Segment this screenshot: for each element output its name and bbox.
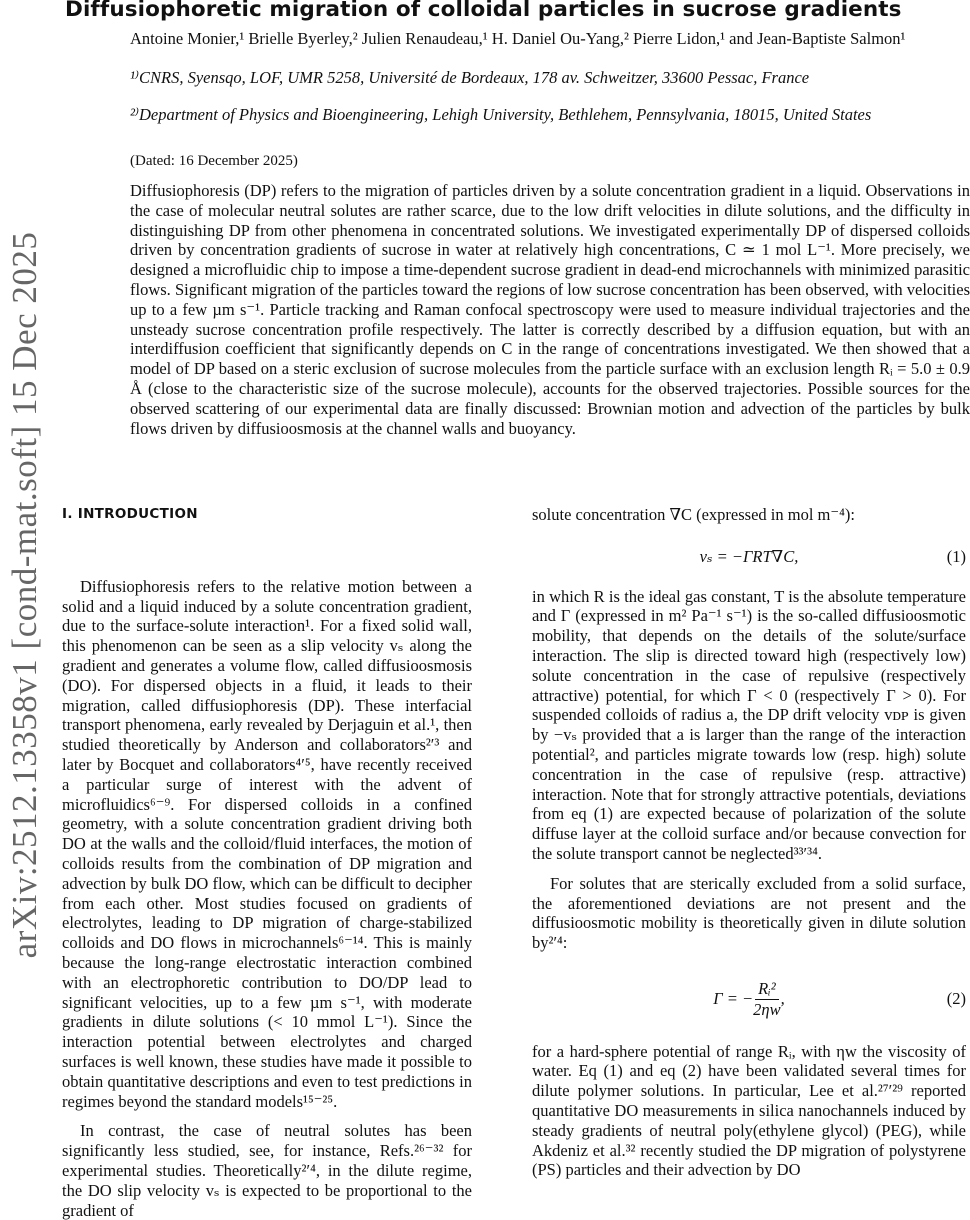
affiliation-2: ²⁾Department of Physics and Bioengineering, Lehigh University, Bethlehem, Pennsylvania, 18015, United States bbox=[130, 105, 872, 124]
equation-2-numerator: Rᵢ² bbox=[755, 979, 779, 1000]
intro-paragraph-2: In contrast, the case of neutral solutes has been significantly less studied, see, for instance, Refs.²⁶⁻³² for experimental studies. Theoretically²ʹ⁴, in the dilute regime, the DO slip velocity vₛ is expected to be proportional to the gradient of bbox=[62, 1121, 472, 1220]
right-column bbox=[532, 505, 966, 1180]
equation-2-number: (2) bbox=[946, 989, 966, 1009]
right-paragraph-4: for a hard-sphere potential of range Rᵢ, with ηw the viscosity of water. Eq (1) and eq (2) have been validated several times for dilute polymer solutions. In particular, Lee et al.²⁷ʹ²⁹ reported quantitative DO measurements in silica nanochannels induced by steady gradients of neutral poly(ethylene glycol) (PEG), while Akdeniz et al.³² recently studied the DP migration of polystyrene (PS) particles and their advection by DO bbox=[532, 1041, 966, 1180]
abstract: Diffusiophoresis (DP) refers to the migration of particles driven by a solute concentration gradient in a liquid. Observations in the case of molecular neutral solutes are rather scarce, due to the low drift velocities in dilute solutions, and the difficulty in distinguishing DP from other phenomena in concentrated solutions. We investigated experimentally DP of dispersed colloids driven by concentration gradients of sucrose in water at relatively high concentrations, C ≃ 1 mol L⁻¹. More precisely, we designed a microfluidic chip to impose a time-dependent sucrose gradient in dead-end microchannels with minimized parasitic flows. Significant migration of the particles toward the regions of low sucrose concentration has been observed, with velocities up to a few µm s⁻¹. Particle tracking and Raman confocal spectroscopy were used to measure individual trajectories and the unsteady sucrose concentration profile respectively. The latter is correctly described by a diffusion equation, but with an interdiffusion coefficient that significantly depends on C in the range of concentrations investigated. We then showed that a model of DP based on a steric exclusion of sucrose molecules from the particle surface with an exclusion length Rᵢ = 5.0 ± 0.9 Å (close to the characteristic size of the sucrose molecule), accounts for the observed trajectories. Possible sources for the observed scattering of our experimental data are finally discussed: Brownian motion and advection of the particles by bulk flows driven by diffusioosmosis at the channel walls and buoyancy. bbox=[130, 181, 970, 438]
equation-1 bbox=[532, 547, 966, 567]
right-paragraph-1: solute concentration ∇C (expressed in mol m⁻⁴): bbox=[532, 505, 855, 524]
equation-2 bbox=[532, 979, 966, 1020]
equation-2-fraction bbox=[753, 979, 780, 1020]
paper-title: Diffusiophoretic migration of colloidal particles in sucrose gradients bbox=[65, 0, 902, 22]
arxiv-identifier: arXiv:2512.13358v1 [cond-mat.soft] 15 Dec 2025 bbox=[5, 231, 44, 959]
dated-line: (Dated: 16 December 2025) bbox=[130, 153, 298, 169]
right-paragraph-2: in which R is the ideal gas constant, T is the absolute temperature and Γ (expressed in m² Pa⁻¹ s⁻¹) is the so-called diffusioosmotic mobility, that depends on the details of the solute/surface interaction. The slip is directed toward high (respectively low) solute concentration in the case of repulsive (respectively attractive) potential, for which Γ < 0 (respectively Γ > 0). For suspended colloids of radius a, the DP drift velocity vᴅᴘ is given by −vₛ provided that a is larger than the range of the interaction potential², and particles migrate towards low (resp. high) solute concentration in the case of repulsive (resp. attractive) interaction. Note that for strongly attractive potentials, deviations from eq (1) are expected because of polarization of the solute diffuse layer at the colloid surface and/or because convection for the solute transport cannot be neglected³³ʹ³⁴. bbox=[532, 586, 966, 863]
right-paragraph-3: For solutes that are sterically excluded from a solid surface, the aforementioned deviations are not present and the diffusioosmotic mobility is theoretically given in dilute solution by²ʹ⁴: bbox=[532, 873, 966, 953]
equation-2-lhs: Γ = − bbox=[713, 989, 754, 1009]
equation-1-body: vₛ = −ΓRT∇C, bbox=[699, 546, 799, 566]
left-column bbox=[62, 505, 472, 1220]
arxiv-sidebar-stamp bbox=[0, 70, 55, 1120]
section-heading-introduction: I. INTRODUCTION bbox=[62, 506, 198, 522]
equation-1-number: (1) bbox=[946, 546, 966, 566]
affiliation-1: ¹⁾CNRS, Syensqo, LOF, UMR 5258, Université de Bordeaux, 178 av. Schweitzer, 33600 Pessac, France bbox=[130, 68, 810, 87]
author-list: Antoine Monier,¹ Brielle Byerley,² Julien Renaudeau,¹ H. Daniel Ou-Yang,² Pierre Lidon,¹ and Jean-Baptiste Salmon¹ bbox=[130, 29, 906, 48]
intro-paragraph-1: Diffusiophoresis refers to the relative motion between a solid and a liquid induced by a solute concentration gradient, due to the surface-solute interaction¹. For a fixed solid wall, this phenomenon can be seen as a slip velocity vₛ along the gradient and generates a volume flow, called diffusioosmosis (DO). For dispersed objects in a fluid, it leads to their migration, called diffusiophoresis (DP). These interfacial transport phenomena, early revealed by Derjaguin et al.¹, then studied theoretically by Anderson and collaborators²ʹ³ and later by Bocquet and collaborators⁴ʹ⁵, have recently received a particular surge of interest with the advent of microfluidics⁶⁻⁹. For dispersed colloids in a confined geometry, with a solute concentration gradient driving both DO at the walls and the colloid/fluid interfaces, the motion of colloids results from the combination of DP migration and advection by bulk DO flow, which can be difficult to decipher from each other. Most studies focused on gradients of electrolytes, leading to DP migration of charge-stabilized colloids and DO flows in microchannels⁶⁻¹⁴. This is mainly because the long-range electrostatic interaction combined with an electrophoretic contribution to DO/DP lead to significant velocities, up to a few µm s⁻¹, with moderate gradients in dilute solutions (< 10 mmol L⁻¹). Since the interaction potential between electrolytes and charged surfaces is well known, these studies have made it possible to obtain quantitative descriptions and even to test predictions in regimes beyond the standard models¹⁵⁻²⁵. bbox=[62, 576, 472, 1111]
equation-2-tail: , bbox=[780, 989, 785, 1009]
equation-2-denominator: 2ηw bbox=[753, 999, 781, 1019]
